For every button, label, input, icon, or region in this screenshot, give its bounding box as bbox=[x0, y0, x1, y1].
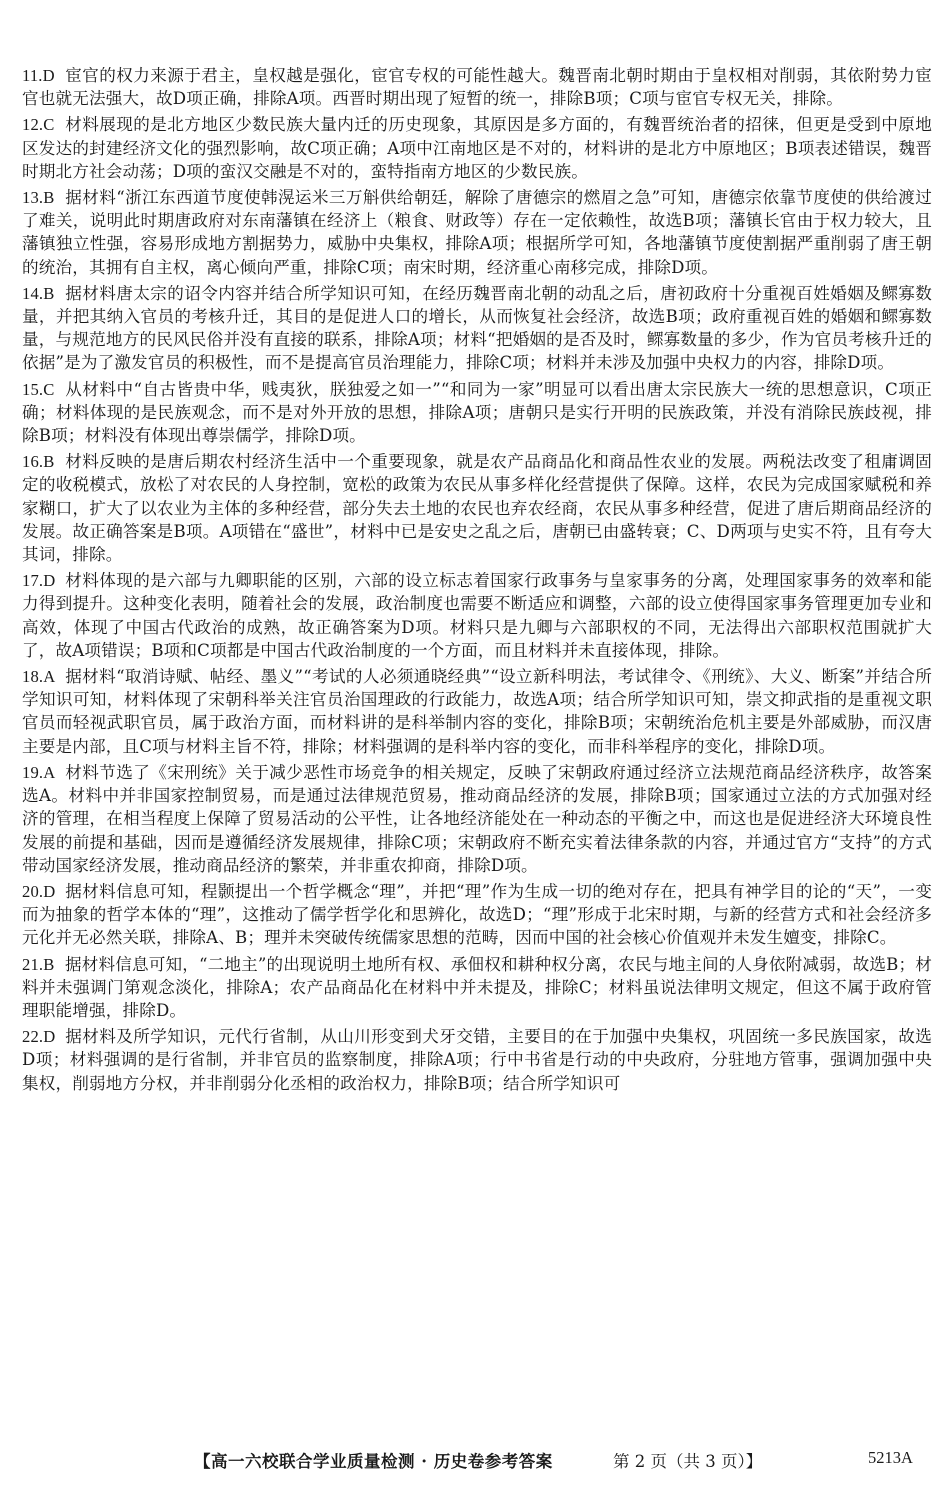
answer-text: 材料反映的是唐后期农村经济生活中一个重要现象，就是农产品商品化和商品性农业的发展。两税法改变了租庸调固定的收税模式，放松了对农民的人身控制，宽松的政策为农民从事多样化经营提供了保障。这样，农民为完成国家赋税和养家糊口，扩大了以农业为主体的多种经营，部分失去土地的农民也弃农经商，农民从事多种经营，促进了唐后期商品经济的发展。故正确答案是B项。A项错在“盛世”，材料中已是安史之乱之后，唐朝已由盛转衰；C、D两项与史实不符，且有夸大其词，排除。 bbox=[22, 452, 932, 565]
page-footer bbox=[0, 1448, 950, 1474]
answer-number: 18.A bbox=[22, 667, 56, 687]
answer-item-21 bbox=[22, 953, 932, 1023]
answer-item-17 bbox=[22, 569, 932, 662]
answer-number: 17.D bbox=[22, 571, 56, 591]
answer-text: 材料展现的是北方地区少数民族大量内迁的历史现象，其原因是多方面的，有魏晋统治者的招徕，但更是受到中原地区发达的封建经济文化的强烈影响，故C项正确；A项中江南地区是不对的，材料讲的是北方中原地区；B项表述错误，魏晋时期北方社会动荡；D项的蛮汉交融是不对的，蛮特指南方地区的少数民族。 bbox=[22, 115, 932, 181]
answer-number: 13.B bbox=[22, 188, 55, 208]
answer-number: 21.B bbox=[22, 954, 55, 974]
answer-text: 据材料信息可知，程颢提出一个哲学概念“理”，并把“理”作为生成一切的绝对存在，把具有神学目的论的“天”，一变而为抽象的哲学本体的“理”，这推动了儒学哲学化和思辨化，故选D；“理”形成于北宋时期，与新的经营方式和社会经济多元化并无必然关联，排除A、B；理并未突破传统儒家思想的范畴，因而中国的社会核心价值观并未发生嬗变，排除C。 bbox=[22, 881, 932, 948]
answer-number: 20.D bbox=[22, 881, 56, 901]
answer-item-20 bbox=[22, 880, 932, 950]
answer-number: 22.D bbox=[22, 1027, 56, 1047]
answer-number: 19.A bbox=[22, 762, 56, 782]
answer-text: 材料体现的是六部与九卿职能的区别，六部的设立标志着国家行政事务与皇家事务的分离，处理国家事务的效率和能力得到提升。这种变化表明，随着社会的发展，政治制度也需要不断适应和调整，六部的设立使得国家事务管理更加专业和高效，体现了中国古代政治的成熟，故正确答案为D项。材料只是九卿与六部职权的不同，无法得出六部职权范围就扩大了，故A项错误；B项和C项都是中国古代政治制度的一个方面，而且材料并未直接体现，排除。 bbox=[22, 571, 932, 660]
answer-item-22 bbox=[22, 1025, 932, 1095]
answer-text: 从材料中“自古皆贵中华，贱夷狄，朕独爱之如一”“和同为一家”明显可以看出唐太宗民族大一统的思想意识，C项正确；材料体现的是民族观念，而不是对外开放的思想，排除A项；唐朝只是实行开明的民族政策，并没有消除民族歧视，排除B项；材料没有体现出尊崇儒学，排除D项。 bbox=[22, 379, 932, 446]
footer-title: 【高一六校联合学业质量检测 · 历史卷参考答案 bbox=[194, 1452, 553, 1471]
answer-text: 据材料“取消诗赋、帖经、墨义”“考试的人必须通晓经典”“设立新科明法，考试律令、《刑统》、大义、断案”并结合所学知识可知，材料体现了宋朝科举关注官员治国理政的行政能力，故选A项；结合所学知识可知，崇文抑武指的是重视文职官员而轻视武职官员，属于政治方面，而材料讲的是科举制内容的变化，排除B项；宋朝统治危机主要是外部威胁，而汉唐主要是内部，且C项与材料主旨不符，排除；材料强调的是科举内容的变化，而非科举程序的变化，排除D项。 bbox=[22, 667, 932, 756]
footer-code: 5213A bbox=[868, 1448, 913, 1467]
answer-item-12 bbox=[22, 113, 932, 183]
answer-text: 据材料“浙江东西道节度使韩滉运米三万斛供给朝廷，解除了唐德宗的燃眉之急”可知，唐德宗依靠节度使的供给渡过了难关，说明此时期唐政府对东南藩镇在经济上（粮食、财政等）存在一定依赖性，故选B项；藩镇长官由于权力较大，且藩镇独立性强，容易形成地方割据势力，威胁中央集权，排除A项；根据所学可知，各地藩镇节度使割据严重削弱了唐王朝的统治，其拥有自主权，离心倾向严重，排除C项；南宋时期，经济重心南移完成，排除D项。 bbox=[22, 188, 932, 277]
answer-item-18 bbox=[22, 665, 932, 758]
answer-text: 据材料信息可知，“二地主”的出现说明土地所有权、承佃权和耕种权分离，农民与地主间的人身依附减弱，故选B；材料并未强调门第观念淡化，排除A；农产品商品化在材料中并未提及，排除C；材料虽说法律明文规定，但这不属于政府管理职能增强，排除D。 bbox=[22, 954, 932, 1020]
answer-item-11 bbox=[22, 64, 932, 110]
answer-item-14 bbox=[22, 282, 932, 375]
answer-item-15 bbox=[22, 378, 932, 448]
answer-text: 宦官的权力来源于君主，皇权越是强化，宦官专权的可能性越大。魏晋南北朝时期由于皇权相对削弱，其依附势力宦官也就无法强大，故D项正确，排除A项。西晋时期出现了短暂的统一，排除B项；C项与宦官专权无关，排除。 bbox=[22, 66, 932, 109]
answer-item-13 bbox=[22, 186, 932, 279]
answer-list bbox=[22, 64, 932, 1098]
answer-item-16 bbox=[22, 450, 932, 566]
answer-text: 材料节选了《宋刑统》关于减少恶性市场竞争的相关规定，反映了宋朝政府通过经济立法规范商品经济秩序，故答案选A。材料中并非国家控制贸易，而是通过法律规范贸易，推动商品经济的发展，排除B项；国家通过立法的方式加强对经济的管理，在相当程度上保障了贸易活动的公平性，让各地经济能处在一种动态的平衡之中，而这也是促进经济大环境良性发展的前提和基础，因而是遵循经济发展规律，排除C项；宋朝政府不断充实着法律条款的内容，并通过官方“支持”的方式带动国家经济发展，推动商品经济的繁荣，并非重农抑商，排除D项。 bbox=[22, 762, 932, 875]
footer-page-number: 第 2 页（共 3 页）】 bbox=[613, 1452, 763, 1471]
answer-text: 据材料唐太宗的诏令内容并结合所学知识可知，在经历魏晋南北朝的动乱之后，唐初政府十分重视百姓婚姻及鳏寡数量，并把其纳入官员的考核升迁，其目的是促进人口的增长，从而恢复社会经济，故选B项；政府重视百姓的婚姻和鳏寡数量，与规范地方的民风民俗并没有直接的联系，排除A项；材料“把婚姻的是否及时，鳏寡数量的多少，作为官员考核升迁的依据”是为了激发官员的积极性，而不是提高官员治理能力，排除C项；材料并未涉及加强中央权力的内容，排除D项。 bbox=[22, 283, 932, 373]
answer-text: 据材料及所学知识，元代行省制，从山川形变到犬牙交错，主要目的在于加强中央集权，巩固统一多民族国家，故选D项；材料强调的是行省制，并非官员的监察制度，排除A项；行中书省是行动的中央政府，分驻地方管事，强调加强中央集权，削弱地方分权，并非削弱分化丞相的政治权力，排除B项；结合所学知识可 bbox=[22, 1027, 932, 1093]
answer-number: 12.C bbox=[22, 115, 55, 135]
answer-number: 15.C bbox=[22, 379, 55, 399]
answer-item-19 bbox=[22, 761, 932, 877]
answer-number: 11.D bbox=[22, 66, 55, 85]
answer-number: 16.B bbox=[22, 452, 55, 472]
answer-number: 14.B bbox=[22, 283, 55, 303]
